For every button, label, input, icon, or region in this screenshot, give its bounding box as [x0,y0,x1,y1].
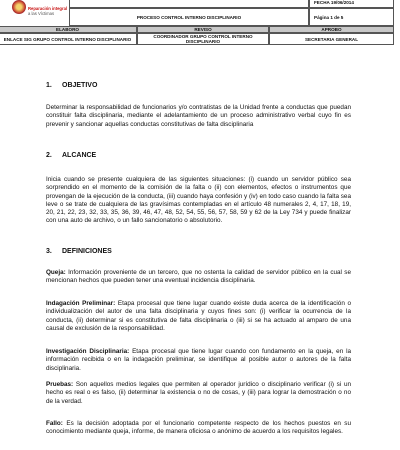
objetivo-text: Determinar la responsabilidad de funcionarios y/o contratistas de la Unidad frente a conductas que puedan constituir falta disciplinaria, mediante el adelantamiento de un proceso administrativo verbal cuyo fin es prevenir y sancionar aquellas conductas constitutivas de falta disciplinaria [46,104,351,128]
fecha-cell: FECHA 19/06/2014 [309,0,394,8]
aprobo-value: SECRETARIA GENERAL [269,33,394,45]
definition-fallo: Fallo: Es la decisión adoptada por el funcionario competente respecto de los hechos puestos en su conocimiento mediante queja, informe, de manera oficiosa o anónimo de acuerdo a los requisitos legales. [46,420,351,436]
header-spacer [69,0,309,8]
heading-alcance: 2. ALCANCE [46,152,97,159]
col-aprobo: APROBO [269,26,394,33]
document-header [0,0,394,45]
col-elaboro: ELABORO [0,26,137,33]
definition-indagacion: Indagación Preliminar: Etapa procesal que tiene lugar cuando existe duda acerca de la identificación o individualización del autor de una falta disciplinaria y cuyos fines son: (i) verificar la ocurrencia de la conducta, (ii) determinar si es constitutiva de falta disciplinaria o (iii) si se ha actuado al amparo de una causal de exclusión de la responsabilidad. [46,300,351,332]
logo-line-2: a las Víctimas [28,11,55,16]
coat-of-arms-icon [12,0,26,14]
definition-pruebas: Pruebas: Son aquellos medios legales que permiten al operador jurídico o disciplinario verificar (i) si un hecho es real o es falso, (ii) determinar la existencia o no de cosas, y (iii) para lograr la demostración o no de la verdad. [46,381,351,405]
logo-block [0,0,69,26]
heading-definiciones: 3. DEFINICIONES [46,248,112,255]
logo-line-1: Reparación integral [28,6,68,12]
logo-text [0,7,67,16]
definition-investigacion: Investigación Disciplinaria: Etapa procesal que tiene lugar cuando con fundamento en la queja, en la información recibida o en la indagación preliminar, se identifique al posible autor o autores de la falta disciplinaria. [46,348,352,372]
heading-objetivo: 1. OBJETIVO [46,82,98,89]
elaboro-value: ENLACE SIG GRUPO CONTROL INTERNO DISCIPLINARIO [0,33,137,45]
pagina-cell: Página 1 de 5 [309,8,394,26]
col-reviso: REVISO [137,26,269,33]
process-title: PROCESO CONTROL INTERNO DISCIPLINARIO [69,8,309,26]
definition-queja: Queja: Información proveniente de un tercero, que no ostenta la calidad de servidor público en la cual se mencionan hechos que pueden tener una eventual incidencia disciplinaria. [46,269,351,285]
alcance-text: Inicia cuando se presente cualquiera de las siguientes situaciones: (i) cuando un servidor público sea sorprendido en el momento de la comisión de la falta o (ii) con elementos, efectos o instrumentos que provengan de la ejecución de la conducta, (iii) cuando haya confesión y (iv) en todo caso cuando la falta sea leve o se trate de cualquiera de las gravísimas contempladas en el artículo 48 numerales 2, 4, 17, 18, 19, 20, 21, 22, 23, 32, 33, 35, 36, 39, 46, 47, 48, 52, 54, 55, 56, 57, 58, 59 y 62 de la Ley 734 y puede finalizar con una auto de archivo, o un fallo sancionatorio o absolutorio. [46,176,351,225]
reviso-value: COORDINADOR GRUPO CONTROL INTERNO DISCIPLINARIO [137,33,269,45]
